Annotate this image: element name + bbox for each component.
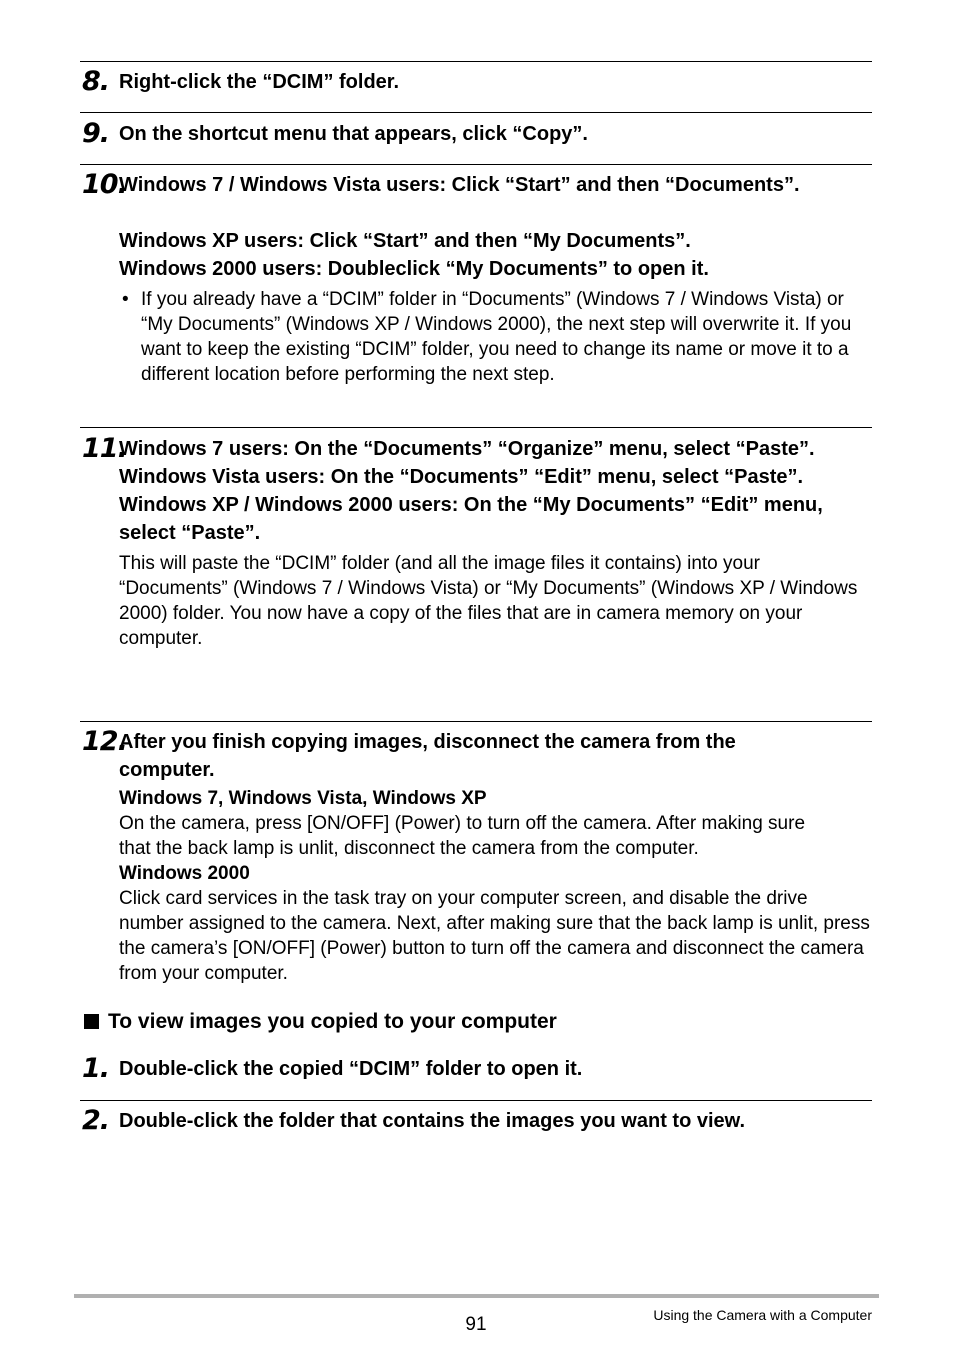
subheading: Windows 2000 [119,863,250,884]
step-number: 10. [82,169,127,200]
section-title: To view images you copied to your computer [108,1010,557,1033]
step-instruction: Windows Vista users: On the “Documents” “Edit” menu, select “Paste”. [119,466,804,488]
step-instruction: Windows 7 users: On the “Documents” “Organize” menu, select “Paste”. [119,438,815,460]
step-instruction: After you finish copying images, disconnect the camera from the computer. [119,731,736,781]
page-number: 91 [465,1314,487,1335]
note-text: If you already have a “DCIM” folder in “Documents” (Windows 7 / Windows Vista) or “My Documents” (Windows XP / Windows 2000), the next step will overwrite it. If you want to keep the existing “DCIM” folder, you need to change its name or move it to a different location before performing the next step. [141,289,852,385]
step-instruction: On the shortcut menu that appears, click “Copy”. [119,123,588,145]
step-instruction: Double-click the copied “DCIM” folder to open it. [119,1058,583,1080]
step-description: This will paste the “DCIM” folder (and all the image files it contains) into your “Documents” (Windows 7 / Windows Vista) or “My Documents” (Windows XP / Windows 2000) folder. You now have a copy of the files that are in camera memory on your computer. [119,553,858,649]
step-number: 1. [82,1053,110,1084]
step-instruction: Windows 2000 users: Doubleclick “My Documents” to open it. [119,258,709,280]
divider [80,61,872,62]
step-instruction: Windows 7 / Windows Vista users: Click “Start” and then “Documents”. [119,174,800,196]
divider [80,112,872,113]
divider [80,721,872,722]
footer-divider [74,1294,879,1298]
divider [80,1100,872,1101]
step-number: 2. [82,1105,110,1136]
divider [80,164,872,165]
subheading: Windows 7, Windows Vista, Windows XP [119,788,487,809]
step-instruction: Windows XP users: Click “Start” and then “My Documents”. [119,230,691,252]
subheading-text: On the camera, press [ON/OFF] (Power) to turn off the camera. After making sure that the back lamp is unlit, disconnect the camera from the computer. [119,813,806,859]
section-heading [84,1008,557,1036]
step-instruction: Right-click the “DCIM” folder. [119,71,400,93]
note-bullet [119,287,871,387]
step-instruction: Double-click the folder that contains the images you want to view. [119,1110,746,1132]
bullet-dot: • [122,289,129,310]
square-bullet-icon [84,1014,99,1029]
step-number: 11. [82,433,127,464]
step-number: 12. [82,726,127,757]
step-instruction: Windows XP / Windows 2000 users: On the “My Documents” “Edit” menu, select “Paste”. [119,494,823,544]
step-number: 8. [82,66,110,97]
chapter-title: Using the Camera with a Computer [653,1307,872,1323]
divider [80,427,872,428]
subheading-text: Click card services in the task tray on your computer screen, and disable the drive number assigned to the camera. Next, after making sure that the back lamp is unlit, press the camera’s [ON/OFF] (Power) button to turn off the camera and disconnect the camera from your computer. [119,888,870,984]
step-number: 9. [82,118,110,149]
